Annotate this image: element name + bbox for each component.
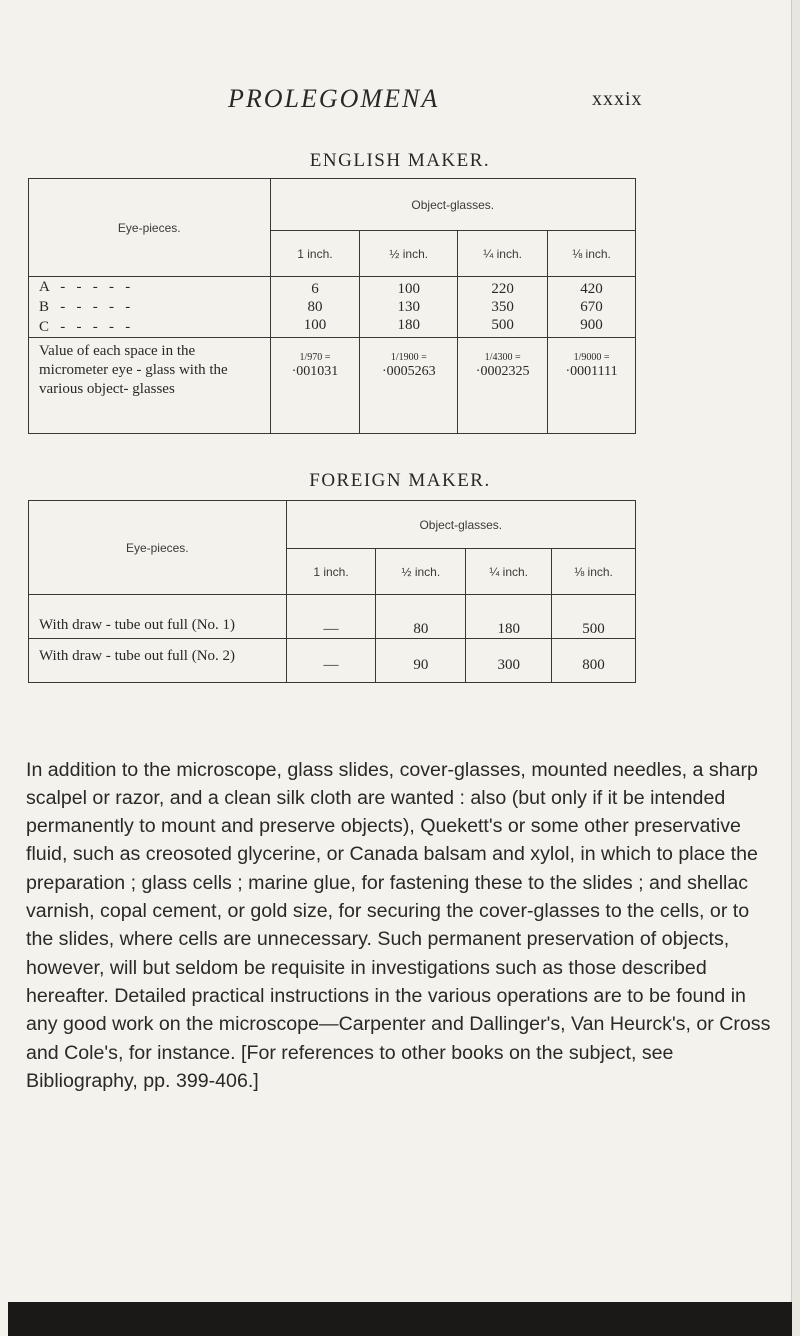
running-title: PROLEGOMENA <box>228 84 440 113</box>
micrometer-value-1-inch: 1/970 = ·001031 <box>270 338 360 434</box>
row-label-a: A - - - - - <box>39 279 131 295</box>
table-row <box>29 595 636 639</box>
row-label-c: C - - - - - <box>39 319 131 335</box>
english-maker-title: ENGLISH MAKER. <box>309 150 491 171</box>
micrometer-value-half-inch: 1/1900 = ·0005263 <box>360 338 458 434</box>
eyepieces-header: Eye-pieces. <box>29 501 287 595</box>
values-quarter-inch: 220 350 500 <box>458 277 548 338</box>
object-glasses-header: Object-glasses. <box>286 501 635 549</box>
column-header: ⅛ inch. <box>548 231 636 277</box>
column-header: ⅛ inch. <box>552 549 636 595</box>
table-cell: 800 <box>552 639 636 683</box>
page-edge <box>791 0 800 1336</box>
row-label: With draw - tube out full (No. 1) <box>29 595 287 639</box>
micrometer-value-eighth-inch: 1/9000 = ·0001111 <box>548 338 636 434</box>
table-cell: — <box>286 639 376 683</box>
row-labels-cell <box>29 277 271 338</box>
running-header <box>0 84 800 124</box>
table-cell: 300 <box>466 639 552 683</box>
foreign-maker-table <box>28 500 636 683</box>
table-row <box>29 639 636 683</box>
table-cell: — <box>286 595 376 639</box>
page-bottom-edge <box>8 1302 792 1336</box>
column-header: ½ inch. <box>376 549 466 595</box>
table-cell: 180 <box>466 595 552 639</box>
table-row <box>29 338 636 434</box>
table-cell: 90 <box>376 639 466 683</box>
column-header: ½ inch. <box>360 231 458 277</box>
micrometer-value-quarter-inch: 1/4300 = ·0002325 <box>458 338 548 434</box>
foreign-maker-title: FOREIGN MAKER. <box>309 470 491 491</box>
row-label: With draw - tube out full (No. 2) <box>29 639 287 683</box>
column-header: ¼ inch. <box>458 231 548 277</box>
object-glasses-header: Object-glasses. <box>270 179 635 231</box>
page-number: xxxix <box>592 88 643 110</box>
values-half-inch: 100 130 180 <box>360 277 458 338</box>
micrometer-value-label: Value of each space in the micrometer eye - glass with the various object- glasses <box>29 338 271 434</box>
table-cell: 80 <box>376 595 466 639</box>
column-header: 1 inch. <box>270 231 360 277</box>
values-eighth-inch: 420 670 900 <box>548 277 636 338</box>
body-paragraph: In addition to the microscope, glass slides, cover-glasses, mounted needles, a sharp scalpel or razor, and a clean silk cloth are wanted : also (but only if it be intended permanently to mount and preserve objects), Quekett's or some other preservative fluid, such as creosoted glycerine, or Canada balsam and xylol, in which to place the preparation ; glass cells ; marine glue, for fastening these to the slides ; and shellac varnish, copal cement, or gold size, for securing the cover-glasses to the cells, or to the slides, where cells are unnecessary. Such permanent preservation of objects, however, will but seldom be requisite in investigations such as those described hereafter. Detailed practical instructions in the various operations are to be found in any good work on the microscope—Carpenter and Dallinger's, Van Heurck's, or Cross and Cole's, for instance. [For references to other books on the subject, see Bibliography, pp. 399-406.] <box>26 758 771 1092</box>
eyepieces-header: Eye-pieces. <box>29 179 271 277</box>
values-1-inch: 6 80 100 <box>270 277 360 338</box>
table-cell: 500 <box>552 595 636 639</box>
english-maker-table <box>28 178 636 434</box>
table-row <box>29 277 636 338</box>
column-header: 1 inch. <box>286 549 376 595</box>
column-header: ¼ inch. <box>466 549 552 595</box>
row-label-b: B - - - - - <box>39 299 131 315</box>
